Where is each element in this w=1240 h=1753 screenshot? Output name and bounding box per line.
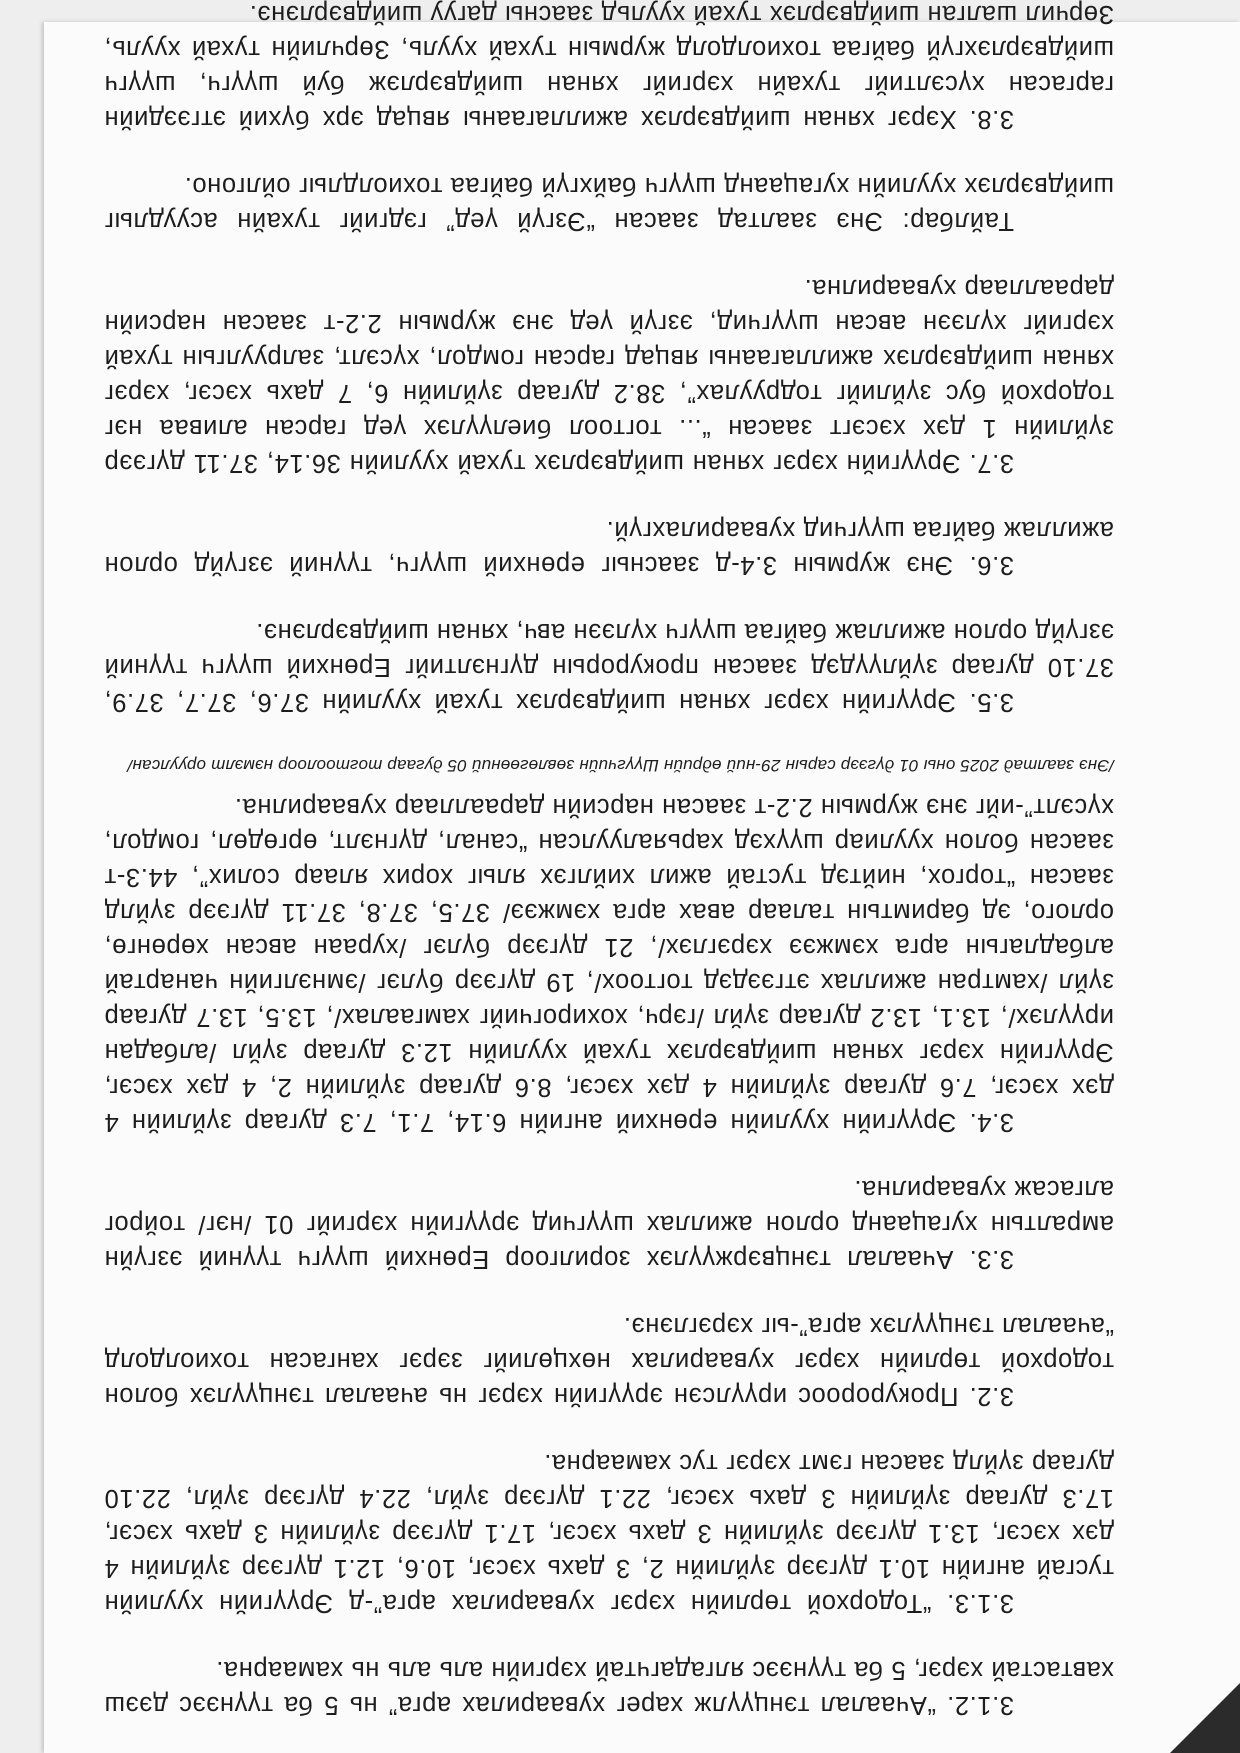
- paragraph-3-8: 3.8. Хэрэг хянан шийдвэрлэх ажиллагааны явцад эрх бүхий этгээдийн гаргасан хүсэлтийг тухайн хэргийг хянан шийдвэрлэж буй шүүгч, шүүгч шийдвэрлэхгүй байгаа тохиолдолд журмын тухай хууль, Зөрчлийн тухай хууль, Зөрчил шалган шийдвэрлэх тухай хуульд заасны дагуу шийдвэрлэнэ.: [104, 0, 1114, 133]
- document-text-block: [104, 0, 1114, 1722]
- paragraph-3-1-2: 3.1.2. “Ачаалал тэнцүүлж харег хуваарилах арга” нь 5 ба түүнээс дээш хавтастай хэрэг, 5 ба түүнээс ялгадагчтай хэргийн аль аль нь хамаарна.: [104, 1656, 1114, 1719]
- document-body-rotated: [104, 0, 1114, 1722]
- paragraph-3-2: 3.2. Прокуророос ирүүлсэн эрүүгийн хэрэг нь ачаалал тэнцүүлэх болон тодорхой төрлийн хэрэг хуваарилах нөхцөлийг зэрэг хангасан тохиолдолд “ачаалал тэнцүүлэх арга”-ыг хэрэглэнэ.: [104, 1312, 1114, 1410]
- paragraph-3-6: 3.6. Энэ журмын 3.4-д заасныг ерөнхий шүүгч, түүний эзгүйд орлон ажиллаж байгаа шүүгчид хуваарилахгүй.: [104, 516, 1114, 579]
- paragraph-3-7: 3.7. Эрүүгийн хэрэг хянан шийдвэрлэх тухай хуулийн 36.14, 37.11 дүгээр зүйлийн 1 дэх хэсэгт заасан “... тогтоол биелүүлэх үед гарсан аливаа нэг тодорхой бус зүйлийг тодруулах”, 38.2 дугаар зүйлийн 6, 7 дахь хэсэг, хэрэг хянан шийдвэрлэх ажиллагааны явцад гарсан гомдол, хүсэлт, залруулгын тухай хэргийг хүлээн авсан шүүгчид, эзгүй үед энэ журмын 2.2-т заасан нарсийн дарааллаар хуваарилна.: [104, 274, 1114, 477]
- amendment-note: /Энэ заалтад 2025 оны 01 дүгээр сарын 29-ний өдрийн Шүүгчийн зөвлөгөөний 05 дугаар тогтоолоор нэмэлт оруулсан/: [127, 756, 1114, 775]
- paragraph-3-1-3: 3.1.3. “Тодорхой төрлийн хэрэг хуваарилах арга”-д Эрүүгийн хуулийн тусгай ангийн 10.1 дүгээр зүйлийн 2, 3 дахь хэсэг, 10.6, 12.1 дүгээр зүйлийн 4 дэх хэсэг, 13.1 дүгээр зүйлийн 3 дахь хэсэг, 17.1 дүгээр зүйлийн 3 дахь хэсэг, 17.3 дугаар зүйлийн 3 дахь хэсэг, 22.1 дүгээр зүйл, 22.4 дүгээр зүйл, 22.10 дугаар зүйлд заасан гэмт хэрэг тус хамаарна.: [104, 1449, 1114, 1617]
- paragraph-3-3: 3.3. Ачаалал тэнцвэржүүлэх зорилгоор Ерөнхий шүүгч түүний эзгүйн амралтын хугацаанд орлон ажиллах шүүгчид эрүүгийн хэргийг 01 /нэг/ тойрог алгасаж хуваарилна.: [104, 1175, 1114, 1273]
- folded-corner: [1170, 1683, 1240, 1753]
- paragraph-3-4: 3.4. Эрүүгийн хуулийн ерөнхий ангийн 6.14, 7.1, 7.3 дугаар зүйлийн 4 дэх хэсэг, 7.6 дугаар зүйлийн 4 дэх хэсэг, 8.6 дугаар зүйлийн 2, 4 дэх хэсэг, Эрүүгийн хэрэг хянан шийдвэрлэх тухай хуулийн 12.3 дугаар зүйл /албадан ирүүлэх/, 13.1, 13.2 дугаар зүйл /гэрч, хохирогчийг хамгаалах/, 13.5, 13.7 дугаар зүйл /хамтран ажиллах этгээдэд тогтоох/, 19 дүгээр бүлэг /эмнэлгийн чанартай албадлагын арга хэмжээ хэрэглэх/, 21 дүгээр бүлэг /хураан авсан хөрөнгө, орлого, эд баримтын талаар авах арга хэмжээ/ 37.5, 37.8, 37.11 дүгээр зүйлд заасан “торгох, нийтэд тустай ажил хийлгэх ялыг хорих ялаар солих”, 44.3-т заасан болон хуулиар шүүхэд харьяалуулсан “санал, дүгнэлт, өргөдөл, гомдол, хүсэлт”-ийг энэ журмын 2.2-т заасан нарсийн дарааллаар хуваарилна.: [104, 793, 1114, 1136]
- document-page: [44, 0, 1240, 1753]
- paragraph-tailbar: Тайлбар: Энэ заалтад заасан “Эзгүй үед” гэдгийг тухайн асуудлыг шийдвэрлэх хуулийн хугацаанд шүүгч байхгүй байгаа тохиолдлыг ойлгоно.: [104, 172, 1114, 235]
- paragraph-3-5: 3.5. Эрүүгийн хэрэг хянан шийдвэрлэх тухай хуулийн 37.6, 37.7, 37.9, 37.10 дугаар зүйлүүдэд заасан прокурорын дүгнэлтийг Ерөнхий шүүгч түүний эзгүйд орлон ажиллаж байгаа шүүгч хүлээн авч, хянан шийдвэрлэнэ.: [104, 618, 1114, 716]
